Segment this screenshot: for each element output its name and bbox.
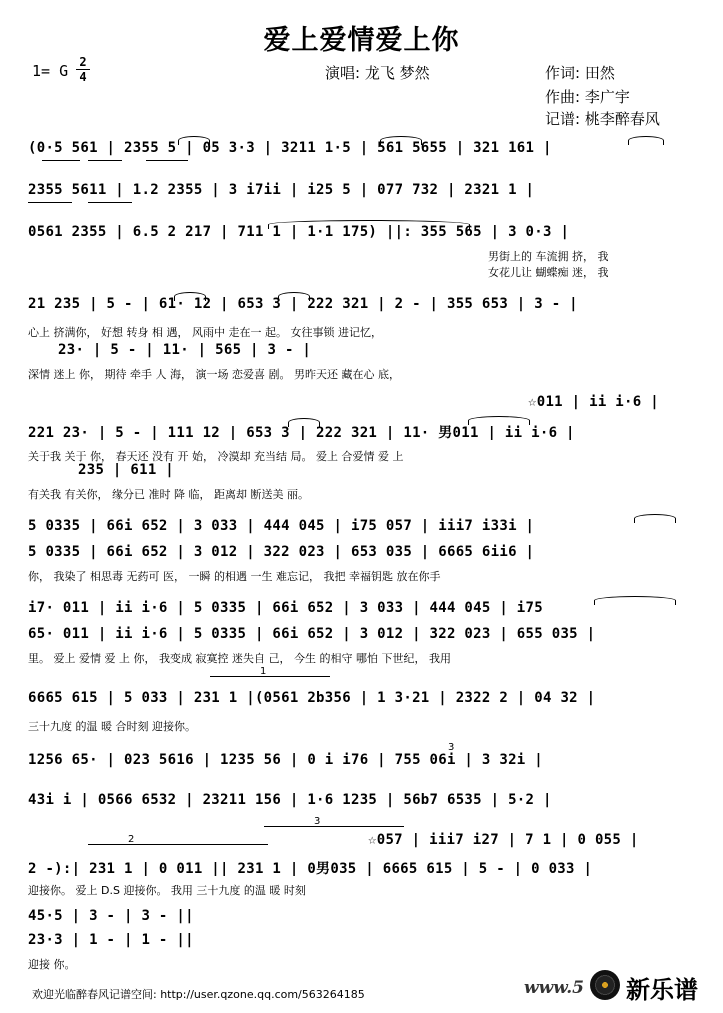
notation-row: 0561 2355 | 6.5 2 217 | 711 1 | 1·1 175) ||: 355 565 | 3 0·3 | xyxy=(28,224,570,240)
lyric-line: 心上 挤满你， 好想 转身 相 遇， 风雨中 走在一 起。 女往事锁 进记忆， xyxy=(28,326,382,339)
lyric-line: 关于我 关于 你， 春天还 没有 开 始， 冷漠却 充当结 局。 爱上 合爱情 爱 上 xyxy=(28,450,404,463)
beam-line xyxy=(88,202,132,203)
beam-line xyxy=(28,202,72,203)
notation-row: 221 23· | 5 - | 111 12 | 653 3 | 222 321 | 11· 男011 | ii i·6 | xyxy=(28,425,575,440)
slur-mark xyxy=(468,416,530,425)
lyric-line: 有关我 有关你， 缘分已 准时 降 临， 距离却 断送美 丽。 xyxy=(28,488,309,501)
volta-bracket xyxy=(210,676,330,677)
notation-row: (0·5 561 | 2355 5 | 05 3·3 | 3211 1·5 | 561 5655 | 321 161 | xyxy=(28,140,552,156)
slur-mark xyxy=(268,220,470,229)
notation-row: 23· | 5 - | 11· | 565 | 3 - | xyxy=(58,342,312,358)
time-signature xyxy=(76,56,90,83)
notation-row: 6665 615 | 5 033 | 231 1 |(0561 2b356 | 1 3·21 | 2322 2 | 04 32 | xyxy=(28,690,596,706)
notation-row: 45·5 | 3 - | 3 - || xyxy=(28,908,194,924)
lyric-line: 里。 爱上 爱情 爱 上 你， 我变成 寂寞控 迷失自 己， 今生 的相守 哪怕 下世纪， 我用 xyxy=(28,652,451,665)
beam-line xyxy=(146,160,188,161)
lyric-line: 你， 我染了 相思毒 无药可 医， 一瞬 的相遇 一生 难忘记， 我把 幸福钥匙 放在你手 xyxy=(28,570,441,583)
watermark-url: www.5 xyxy=(524,978,584,998)
composer-credit: 作曲: 李广宇 xyxy=(545,88,630,106)
lyric-line: 迎接 你。 xyxy=(28,958,76,971)
volta-number: 1 xyxy=(260,666,267,677)
slur-mark xyxy=(278,292,310,301)
meter-bottom: 4 xyxy=(79,70,87,84)
lyric-line: 迎接你。 爱上 D.S 迎接你。 我用 三十九度 的温 暖 时刻 xyxy=(28,884,306,897)
notation-row: ☆011 | ii i·6 | xyxy=(528,394,659,410)
notation-row: 65· 011 | ii i·6 | 5 0335 | 66i 652 | 3 012 | 322 023 | 655 035 | xyxy=(28,626,596,642)
volta-number: 2 xyxy=(128,834,135,845)
song-title: 爱上爱情爱上你 xyxy=(263,25,460,56)
slur-mark xyxy=(174,292,206,301)
beam-line xyxy=(88,160,122,161)
slur-mark xyxy=(628,136,664,145)
lyric-line: 三十九度 的温 暖 合时刻 迎接你。 xyxy=(28,720,196,733)
slur-mark xyxy=(634,514,676,523)
notation-row: 5 0335 | 66i 652 | 3 012 | 322 023 | 653 035 | 6665 6ii6 | xyxy=(28,544,535,560)
slur-mark xyxy=(288,418,320,427)
meter-top: 2 xyxy=(79,55,87,69)
transcriber-credit: 记谱: 桃李醉春风 xyxy=(545,110,660,128)
notation-row: 21 235 | 5 - | 61· 12 | 653 3 | 222 321 | 2 - | 355 653 | 3 - | xyxy=(28,296,578,312)
notation-row: 2355 5611 | 1.2 2355 | 3 i7ii | i25 5 | 077 732 | 2321 1 | xyxy=(28,182,535,198)
slur-mark xyxy=(380,136,422,145)
notation-row: i7· 011 | ii i·6 | 5 0335 | 66i 652 | 3 033 | 444 045 | i75 xyxy=(28,600,543,616)
notation-row: 235 | 611 | xyxy=(78,462,175,478)
volta-number: 3 xyxy=(314,816,321,827)
notation-row: 43i i | 0566 6532 | 23211 156 | 1·6 1235 | 56b7 6535 | 5·2 | xyxy=(28,792,552,808)
beam-line xyxy=(42,160,80,161)
lyricist-credit: 作词: 田然 xyxy=(545,64,615,82)
notation-row: 2 -):| 231 1 | 0 011 || 231 1 | 0男035 | 6665 615 | 5 - | 0 033 | xyxy=(28,861,593,876)
notation-row: ☆057 | iii7 i27 | 7 1 | 0 055 | xyxy=(368,832,639,848)
notation-row: 1256 65· | 023 5616 | 1235 56 | 0 i i76 | 755 06i | 3 32i | xyxy=(28,752,543,768)
lyric-line: 男街上的 车流拥 挤， 我 xyxy=(488,250,609,263)
tuplet-number: 3 xyxy=(448,742,455,753)
vinyl-disc-icon xyxy=(590,970,620,1000)
notation-row: 23·3 | 1 - | 1 - || xyxy=(28,932,194,948)
lyric-line: 深情 迷上 你， 期待 牵手 人 海， 演一场 恋爱喜 剧。 男昨天还 藏在心 底， xyxy=(28,368,400,381)
site-logo: 新乐谱 xyxy=(626,976,698,1004)
slur-mark xyxy=(178,136,210,145)
volta-bracket xyxy=(264,826,404,827)
lyric-line: 女花儿让 蝴蝶痴 迷， 我 xyxy=(488,266,609,279)
slur-mark xyxy=(594,596,676,605)
volta-bracket xyxy=(88,844,268,845)
singers-credit: 演唱: 龙飞 梦然 xyxy=(325,64,430,82)
footer-note: 欢迎光临醉春风记谱空间: http://user.qzone.qq.com/563264185 xyxy=(32,988,365,1001)
notation-row: 5 0335 | 66i 652 | 3 033 | 444 045 | i75 057 | iii7 i33i | xyxy=(28,518,535,534)
key-signature: 1= G xyxy=(32,62,69,80)
